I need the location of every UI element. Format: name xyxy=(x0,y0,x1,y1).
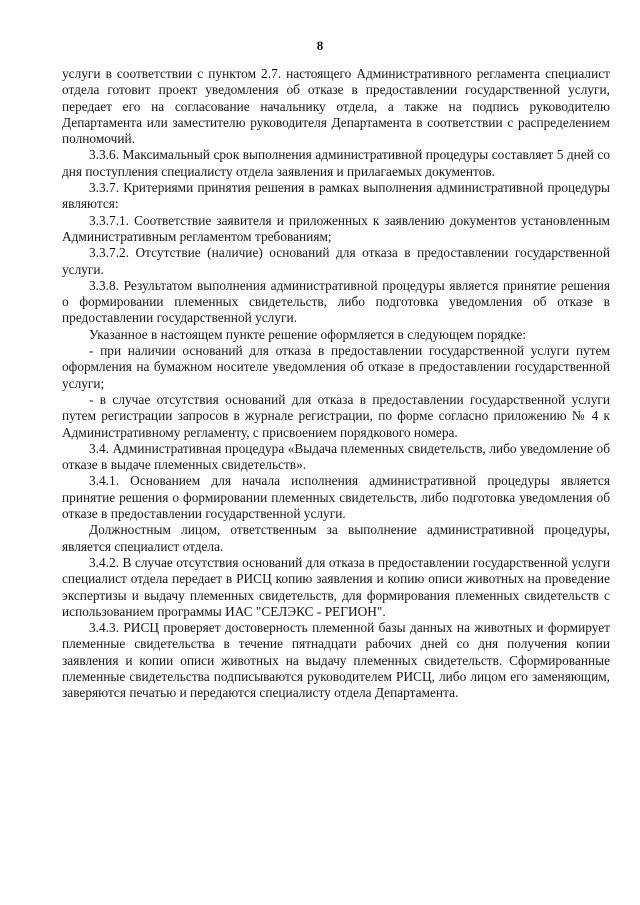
paragraph-3-3-7-1: 3.3.7.1. Соответствие заявителя и приложенных к заявлению документов установленным Административным регламентом требованиям; xyxy=(62,212,610,244)
paragraph-refusal-case: - при наличии оснований для отказа в предоставлении государственной услуги путем оформления на бумажном носителе уведомления об отказе в предоставлении государственной услуги; xyxy=(62,343,610,391)
page-number: 8 xyxy=(316,38,324,53)
paragraph-3-4-3: 3.4.3. РИСЦ проверяет достоверность племенной базы данных на животных и формирует племенные свидетельства в течение пятнадцати рабочих дней со дня получения копии заявления и копии описи животных на выдачу племенных свидетельств. Сформированные племенные свидетельства подписываются руководителем РИСЦ, либо лицом его заменяющим, заверяются печатью и передаются специалисту отдела Департамента. xyxy=(62,620,610,701)
paragraph-3-3-7-2: 3.3.7.2. Отсутствие (наличие) оснований для отказа в предоставлении государственной услуги. xyxy=(62,245,610,277)
paragraph-3-3-7: 3.3.7. Критериями принятия решения в рамках выполнения административной процедуры являются: xyxy=(62,180,610,212)
paragraph-3-4-1: 3.4.1. Основанием для начала исполнения административной процедуры является принятие решения о формировании племенных свидетельств, либо подготовка уведомления об отказе в предоставлении государственной услуги. xyxy=(62,473,610,522)
paragraph-3-3-6: 3.3.6. Максимальный срок выполнения административной процедуры составляет 5 дней со дня поступления специалисту отдела заявления и прилагаемых документов. xyxy=(62,147,610,179)
paragraph-responsible-person: Должностным лицом, ответственным за выполнение административной процедуры, является специалист отдела. xyxy=(62,522,610,554)
paragraph-3-3-8: 3.3.8. Результатом выполнения административной процедуры является принятие решения о формировании племенных свидетельств, либо подготовка уведомления об отказе в предоставлении государственной услуги. xyxy=(62,277,610,326)
paragraph-3-4-2: 3.4.2. В случае отсутствия оснований для отказа в предоставлении государственной услуги специалист отдела передает в РИСЦ копию заявления и копию описи животных на проведение экспертизы и выдачу племенных свидетельств, для формирования племенных свидетельств с использованием программы ИАС "СЕЛЭКС - РЕГИОН". xyxy=(62,554,610,619)
paragraph-decision-order: Указанное в настоящем пункте решение оформляется в следующем порядке: xyxy=(89,326,527,342)
document-body xyxy=(62,66,610,702)
paragraph-3-4: 3.4. Административная процедура «Выдача племенных свидетельств, либо уведомление об отказе в выдаче племенных свидетельств». xyxy=(62,440,610,473)
paragraph-continuation: услуги в соответствии с пунктом 2.7. настоящего Административного регламента специалист отдела готовит проект уведомления об отказе в предоставлении государственной услуги, передает его на согласование начальнику отдела, а также на подпись руководителю Департамента или заместителю руководителя Департамента в соответствии с распределением полномочий. xyxy=(62,66,610,147)
paragraph-registration-case: - в случае отсутствия оснований для отказа в предоставлении государственной услуги путем регистрации запросов в журнале регистрации, по форме согласно приложению № 4 к Административному регламенту, с присвоением порядкового номера. xyxy=(62,391,610,440)
